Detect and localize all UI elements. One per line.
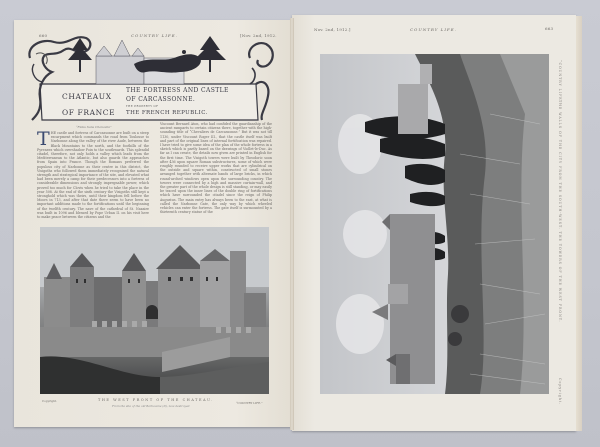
article-title-line2: OF CARCASSONNE.: [126, 96, 196, 103]
vertical-credit-bottom: Copyright.: [558, 378, 562, 406]
vertical-credit-top: “COUNTRY LIFE.”: [558, 60, 562, 106]
article-banner: [24, 28, 276, 122]
series-title-line2: OF FRANCE: [62, 108, 116, 117]
article-title-line1: THE FORTRESS AND CASTLE: [126, 87, 229, 94]
property-label: THE PROPERTY OF: [126, 105, 159, 108]
page-stack-edge: [576, 16, 582, 431]
photo-caption-subtitle: From the site of the old Barbacane (D), now destroyed.: [112, 404, 191, 408]
article-subhead: “Fides Sans Chancelle”: [76, 125, 112, 129]
vertical-caption-text: THE WALLS OF THE CITY FROM THE SOUTH-WEST. THE TOWERS OF THE WEST FRONT.: [558, 100, 562, 323]
city-walls-landscape-photo: [320, 54, 549, 394]
right-running-title: [410, 27, 457, 32]
binding-gutter: [290, 18, 294, 430]
running-title-text: COUNTRY LIFE.: [131, 33, 178, 38]
series-title-line1: CHATEAUX: [62, 92, 112, 101]
photo-caption-title: THE WEST FRONT OF THE CHATEAU.: [98, 398, 214, 402]
left-date: [Nov. 2nd, 1912.: [240, 33, 277, 38]
vertical-photo-caption: [556, 60, 564, 406]
right-page-number: 663: [545, 26, 554, 31]
drop-cap: T: [37, 131, 50, 150]
left-page-number: 660: [39, 33, 48, 38]
column-2-text: Viscount Bernard Aton, who had confided the guardianship of the ancient ramparts to certain citizens there, together with the high-sounding title of “Chevaliers de Carcassonne.” But it was not till 1130, under Viscount Roger III., that the castle itself was built and part of the original lines of internal fortification was repaired. I have tried to give some idea of the plan of the whole fortress in a sketch which is partly based on the drawings of Viollet-le-Duc. As far as I can create, the details now given are printed in English for the first time. The Visigoth towers were built by Theodoric soon after 436 upon square Roman substructures, some of which were roughly rounded to receive upper works that are cylindrical on the outside and square within, constructed of small stones arranged together with alternate bands of large bricks, in which round-arched windows open upon the surrounding country. The towers were connected by a high and massive curtain-wall, and the greater part of the whole design is still standing, or may easily be traced upon the inner lines of the double ring of fortifications which have surrounded the citadel since the reign of Philip Augustus. The main entry has always been to the east, at what is called the Narbonne Gate, the only way by which wheeled vehicles can enter the fortress. The gate itself is surmounted by a thirteenth century statue of the: [160, 122, 272, 215]
photo-credit-right: “COUNTRY LIFE.”: [236, 401, 263, 405]
owner-label: THE FRENCH REPUBLIC.: [126, 110, 208, 116]
article-column-2: [160, 122, 272, 224]
castle-illustration: [40, 227, 269, 394]
photo-copyright-left: Copyright.: [42, 399, 58, 403]
running-title-text: COUNTRY LIFE.: [410, 27, 457, 32]
right-date: Nov. 2nd, 1912.]: [314, 27, 351, 32]
castle-west-front-photo: [40, 227, 269, 394]
column-1-text: HE castle and fortress of Carcassonne are built on a steep escarpment which commands the road from Toulouse to Narbonne along the valley of the river Aude, between the Black Mountains to the north, and the foothills of the Pyrenees which overshadow Foix to the southwards. This splendid citadel, therefore, not only holds a valley which leads from the Mediterranean to the Atlantic, but also guards the approaches from Spain into France. Though the Romans preferred the populous city of Narbonne as their centre in this district, the Visigoths who followed them immediately recognised the natural strength and strategical importance of the site, and elevated what had been merely a camp for their predecessors into a fortress of considerable dimensions and strongly impregnable power, which proved too much for Clovis when he tried to take the place in the year 508. At the end of the sixth century the Visigoths still kept a stronghold which was theirs, until their kingdom fell before the Moors in 713, and after that date there seem to have been no important additions made to the fortifications until the beginning of the twelfth century. The nave of the cathedral of St. Nazaire was built in 1096 and blessed by Pope Urban II. on his visit here to make peace between the citizens and the: [37, 131, 149, 220]
landscape-illustration: [320, 54, 549, 394]
article-column-1: [37, 131, 149, 225]
